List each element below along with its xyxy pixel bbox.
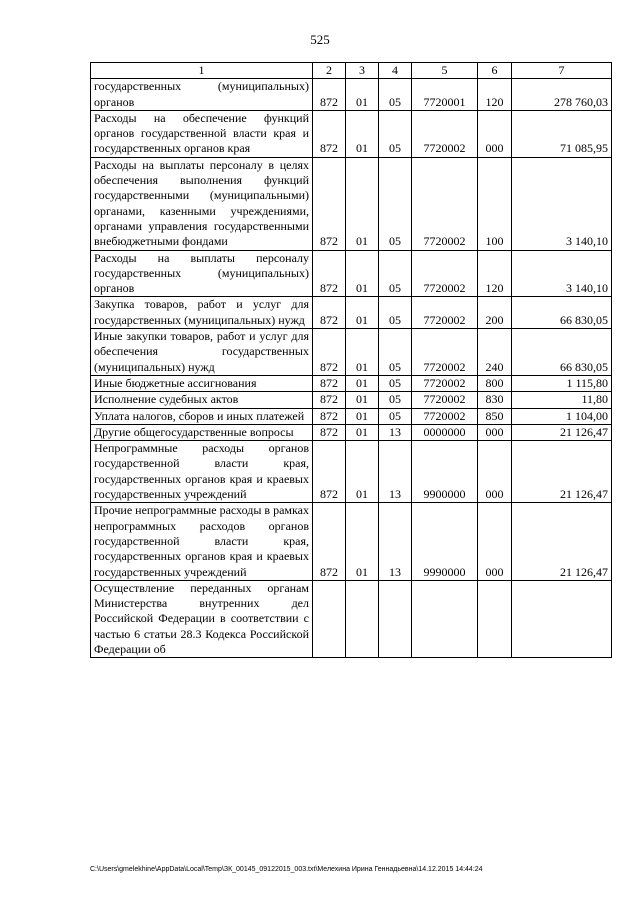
cell-amount: 1 115,80: [512, 375, 612, 391]
cell-target-article: 7720002: [412, 329, 478, 376]
cell-section: 01: [346, 110, 379, 157]
cell-ved-code: 872: [313, 503, 346, 580]
cell-ved-code: 872: [313, 110, 346, 157]
cell-target-article: 0000000: [412, 424, 478, 440]
cell-subsection: [379, 580, 412, 657]
row-description: Осуществление переданных органам Министерства внутренних дел Российской Федерации в соответствии с частью 6 статьи 28.3 Кодекса Российской Федерации об: [91, 580, 313, 657]
table-row: [91, 329, 612, 376]
cell-target-article: 9990000: [412, 503, 478, 580]
cell-target-article: 7720002: [412, 110, 478, 157]
table-row: [91, 79, 612, 111]
cell-subsection: 05: [379, 79, 412, 111]
row-description: Иные бюджетные ассигнования: [91, 375, 313, 391]
row-description: Исполнение судебных актов: [91, 392, 313, 408]
column-header: 2: [313, 63, 346, 79]
cell-expense-type: 000: [478, 424, 512, 440]
cell-amount: 3 140,10: [512, 250, 612, 297]
column-header: 1: [91, 63, 313, 79]
row-description: Закупка товаров, работ и услуг для государственных (муниципальных) нужд: [91, 297, 313, 329]
cell-expense-type: 800: [478, 375, 512, 391]
cell-section: 01: [346, 297, 379, 329]
cell-expense-type: 830: [478, 392, 512, 408]
cell-ved-code: 872: [313, 408, 346, 424]
cell-section: 01: [346, 375, 379, 391]
row-description: Расходы на выплаты персоналу государственных (муниципальных) органов: [91, 250, 313, 297]
cell-target-article: 7720002: [412, 157, 478, 250]
cell-expense-type: 120: [478, 250, 512, 297]
cell-subsection: 05: [379, 157, 412, 250]
cell-target-article: 7720002: [412, 392, 478, 408]
row-description: Расходы на обеспечение функций органов государственной власти края и государственных органов края: [91, 110, 313, 157]
table-row: [91, 392, 612, 408]
cell-section: 01: [346, 392, 379, 408]
cell-subsection: 05: [379, 329, 412, 376]
table-row: [91, 441, 612, 503]
table-row: [91, 503, 612, 580]
table-row: [91, 297, 612, 329]
cell-ved-code: 872: [313, 424, 346, 440]
cell-amount: 21 126,47: [512, 503, 612, 580]
cell-amount: 3 140,10: [512, 157, 612, 250]
cell-target-article: 7720002: [412, 250, 478, 297]
column-header: 7: [512, 63, 612, 79]
cell-target-article: 7720002: [412, 297, 478, 329]
cell-ved-code: 872: [313, 392, 346, 408]
cell-ved-code: 872: [313, 441, 346, 503]
row-description: Непрограммные расходы органов государственной власти края, государственных органов края и краевых государственных учреждений: [91, 441, 313, 503]
cell-subsection: 13: [379, 441, 412, 503]
table-row: [91, 580, 612, 657]
cell-expense-type: 850: [478, 408, 512, 424]
header-row: [91, 63, 612, 79]
cell-expense-type: [478, 580, 512, 657]
table-row: [91, 157, 612, 250]
cell-subsection: 05: [379, 392, 412, 408]
cell-section: 01: [346, 424, 379, 440]
cell-section: [346, 580, 379, 657]
cell-ved-code: 872: [313, 297, 346, 329]
cell-amount: 66 830,05: [512, 297, 612, 329]
cell-section: 01: [346, 250, 379, 297]
cell-ved-code: 872: [313, 79, 346, 111]
cell-expense-type: 000: [478, 503, 512, 580]
cell-section: 01: [346, 408, 379, 424]
table-row: [91, 424, 612, 440]
table-row: [91, 110, 612, 157]
cell-target-article: 7720002: [412, 408, 478, 424]
cell-amount: 11,80: [512, 392, 612, 408]
cell-subsection: 13: [379, 424, 412, 440]
cell-expense-type: 120: [478, 79, 512, 111]
cell-section: 01: [346, 79, 379, 111]
row-description: Другие общегосударственные вопросы: [91, 424, 313, 440]
cell-expense-type: 200: [478, 297, 512, 329]
column-header: 3: [346, 63, 379, 79]
cell-section: 01: [346, 329, 379, 376]
cell-amount: 278 760,03: [512, 79, 612, 111]
cell-amount: 71 085,95: [512, 110, 612, 157]
cell-subsection: 05: [379, 297, 412, 329]
column-header: 4: [379, 63, 412, 79]
cell-section: 01: [346, 503, 379, 580]
cell-amount: 66 830,05: [512, 329, 612, 376]
row-description: Прочие непрограммные расходы в рамках непрограммных расходов органов государственной власти края, государственных органов края и краевых государственных учреждений: [91, 503, 313, 580]
table-row: [91, 250, 612, 297]
cell-expense-type: 000: [478, 110, 512, 157]
cell-subsection: 05: [379, 110, 412, 157]
cell-amount: 21 126,47: [512, 424, 612, 440]
cell-ved-code: 872: [313, 157, 346, 250]
page-number: 525: [310, 32, 330, 47]
row-description: Расходы на выплаты персоналу в целях обеспечения выполнения функций государственными (муниципальными) органами, казенными учреждениями, органами управления государственными внебюджетными фондами: [91, 157, 313, 250]
row-description: Уплата налогов, сборов и иных платежей: [91, 408, 313, 424]
cell-ved-code: 872: [313, 250, 346, 297]
cell-target-article: 9900000: [412, 441, 478, 503]
cell-subsection: 05: [379, 375, 412, 391]
cell-ved-code: [313, 580, 346, 657]
cell-subsection: 05: [379, 408, 412, 424]
column-header: 6: [478, 63, 512, 79]
cell-ved-code: 872: [313, 375, 346, 391]
column-header: 5: [412, 63, 478, 79]
cell-expense-type: 100: [478, 157, 512, 250]
cell-ved-code: 872: [313, 329, 346, 376]
table-row: [91, 375, 612, 391]
cell-amount: 21 126,47: [512, 441, 612, 503]
table-row: [91, 408, 612, 424]
footer-file-path: C:\Users\gmelekhine\AppData\Local\Temp\ЗК_00145_09122015_003.txt\Мелехина Ирина Геннадьевна\14.12.2015 14:44:24: [90, 866, 483, 873]
budget-table: [90, 62, 612, 658]
cell-section: 01: [346, 441, 379, 503]
row-description: Иные закупки товаров, работ и услуг для обеспечения государственных (муниципальных) нужд: [91, 329, 313, 376]
cell-target-article: 7720001: [412, 79, 478, 111]
cell-section: 01: [346, 157, 379, 250]
cell-amount: 1 104,00: [512, 408, 612, 424]
cell-expense-type: 000: [478, 441, 512, 503]
row-description: государственных (муниципальных) органов: [91, 79, 313, 111]
cell-subsection: 13: [379, 503, 412, 580]
cell-target-article: [412, 580, 478, 657]
cell-expense-type: 240: [478, 329, 512, 376]
cell-amount: [512, 580, 612, 657]
cell-subsection: 05: [379, 250, 412, 297]
cell-target-article: 7720002: [412, 375, 478, 391]
table-body: [91, 79, 612, 658]
